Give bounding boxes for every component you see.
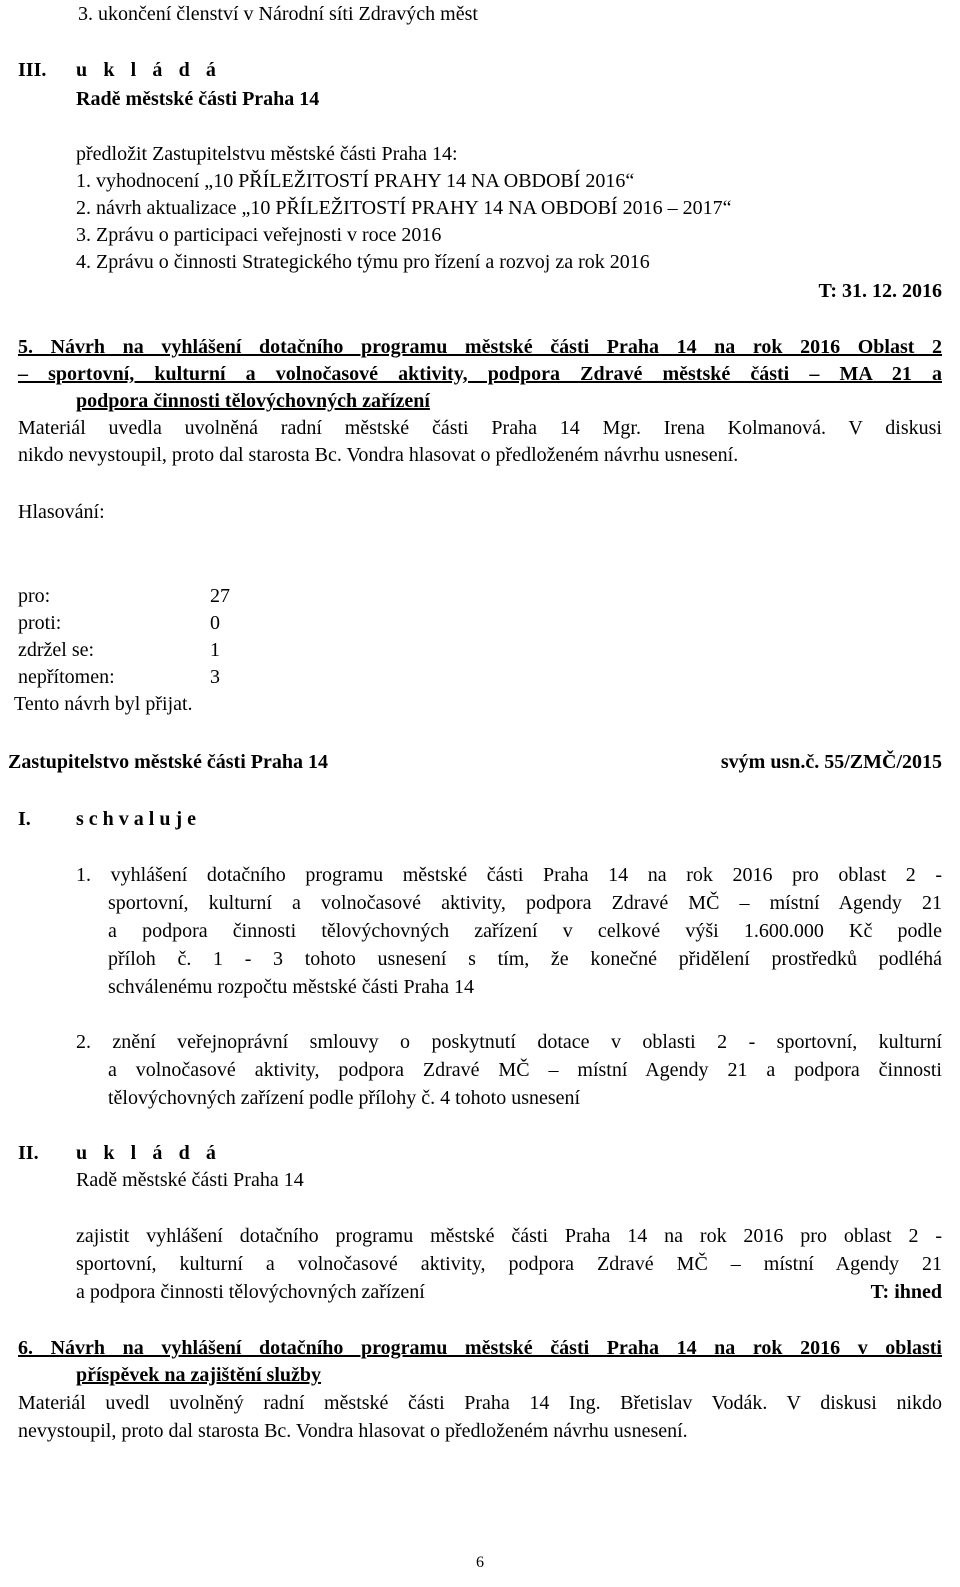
resolution-item: a volnočasové aktivity, podpora Zdravé MČ – místní Agendy 21 a podpora činnosti [108, 1059, 942, 1081]
voting-label: Hlasování: [18, 501, 105, 523]
resolution-item: sportovní, kulturní a volnočasové aktivity, podpora Zdravé MČ – místní Agendy 21 [108, 892, 942, 914]
deadline: T: ihned [870, 1281, 942, 1303]
list-item: 3. ukončení členství v Národní síti Zdravých měst [78, 3, 478, 25]
task-text: a podpora činnosti tělovýchovných zařízení [76, 1281, 425, 1303]
section-verb: s c h v a l u j e [76, 808, 196, 830]
section-numeral: I. [18, 808, 31, 830]
resolution-item: schválenému rozpočtu městské části Praha 14 [108, 976, 474, 998]
list-item: 4. Zprávu o činnosti Strategického týmu pro řízení a rozvoj za rok 2016 [76, 251, 650, 273]
resolution-item: příloh č. 1 - 3 tohoto usnesení s tím, že konečné přidělení prostředků podléhá [108, 948, 942, 970]
section-numeral: II. [18, 1142, 39, 1164]
vote-value: 3 [210, 666, 220, 688]
list-item: 3. Zprávu o participaci veřejnosti v roce 2016 [76, 224, 442, 246]
body-text: Materiál uvedl uvolněný radní městské části Praha 14 Ing. Břetislav Vodák. V diskusi nikdo [18, 1392, 942, 1414]
resolution-number: svým usn.č. 55/ZMČ/2015 [720, 751, 942, 773]
agenda-heading-text: příspěvek na zajištění služby [76, 1364, 322, 1386]
section-verb: u k l á d á [76, 1142, 222, 1164]
section-addressee: Radě městské části Praha 14 [76, 1169, 304, 1191]
section-numeral: III. [18, 59, 47, 81]
vote-label: proti: [18, 612, 62, 634]
resolution-body: Zastupitelstvo městské části Praha 14 [8, 751, 328, 773]
vote-value: 27 [210, 585, 230, 607]
section-addressee: Radě městské části Praha 14 [76, 88, 320, 110]
task-text: sportovní, kulturní a volnočasové aktivity, podpora Zdravé MČ – místní Agendy 21 [76, 1253, 942, 1275]
agenda-heading [18, 387, 430, 415]
vote-value: 0 [210, 612, 220, 634]
section-verb: u k l á d á [76, 59, 222, 81]
agenda-heading-text: podpora činnosti tělovýchovných zařízení [76, 390, 430, 412]
vote-value: 1 [210, 639, 220, 661]
section-intro: předložit Zastupitelstvu městské části Praha 14: [76, 143, 458, 165]
agenda-heading: 5. Návrh na vyhlášení dotačního programu městské části Praha 14 na rok 2016 Oblast 2 [18, 336, 942, 358]
list-item: 2. návrh aktualizace „10 PŘÍLEŽITOSTÍ PRAHY 14 NA OBDOBÍ 2016 – 2017“ [76, 197, 732, 219]
agenda-heading: 6. Návrh na vyhlášení dotačního programu městské části Praha 14 na rok 2016 v oblasti [18, 1337, 942, 1359]
resolution-item: 2. znění veřejnoprávní smlouvy o poskytnutí dotace v oblasti 2 - sportovní, kulturní [76, 1031, 942, 1053]
vote-result: Tento návrh byl přijat. [14, 693, 193, 715]
task-text: zajistit vyhlášení dotačního programu městské části Praha 14 na rok 2016 pro oblast 2 - [76, 1225, 942, 1247]
agenda-heading [18, 1361, 321, 1389]
vote-label: nepřítomen: [18, 666, 115, 688]
resolution-item: a podpora činnosti tělovýchovných zařízení v celkové výši 1.600.000 Kč podle [108, 920, 942, 942]
body-text: nevystoupil, proto dal starosta Bc. Vondra hlasovat o předloženém návrhu usnesení. [18, 1420, 688, 1442]
deadline: T: 31. 12. 2016 [818, 280, 942, 302]
body-text: Materiál uvedla uvolněná radní městské části Praha 14 Mgr. Irena Kolmanová. V diskusi [18, 417, 942, 439]
agenda-heading: – sportovní, kulturní a volnočasové aktivity, podpora Zdravé městské části – MA 21 a [18, 363, 942, 385]
list-item: 1. vyhodnocení „10 PŘÍLEŽITOSTÍ PRAHY 14 NA OBDOBÍ 2016“ [76, 170, 635, 192]
body-text: nikdo nevystoupil, proto dal starosta Bc. Vondra hlasovat o předloženém návrhu usnesení. [18, 444, 739, 466]
resolution-item: 1. vyhlášení dotačního programu městské části Praha 14 na rok 2016 pro oblast 2 - [76, 864, 942, 886]
vote-label: zdržel se: [18, 639, 95, 661]
page-number: 6 [476, 1554, 484, 1571]
vote-label: pro: [18, 585, 51, 607]
resolution-item: tělovýchovných zařízení podle přílohy č. 4 tohoto usnesení [108, 1087, 581, 1109]
